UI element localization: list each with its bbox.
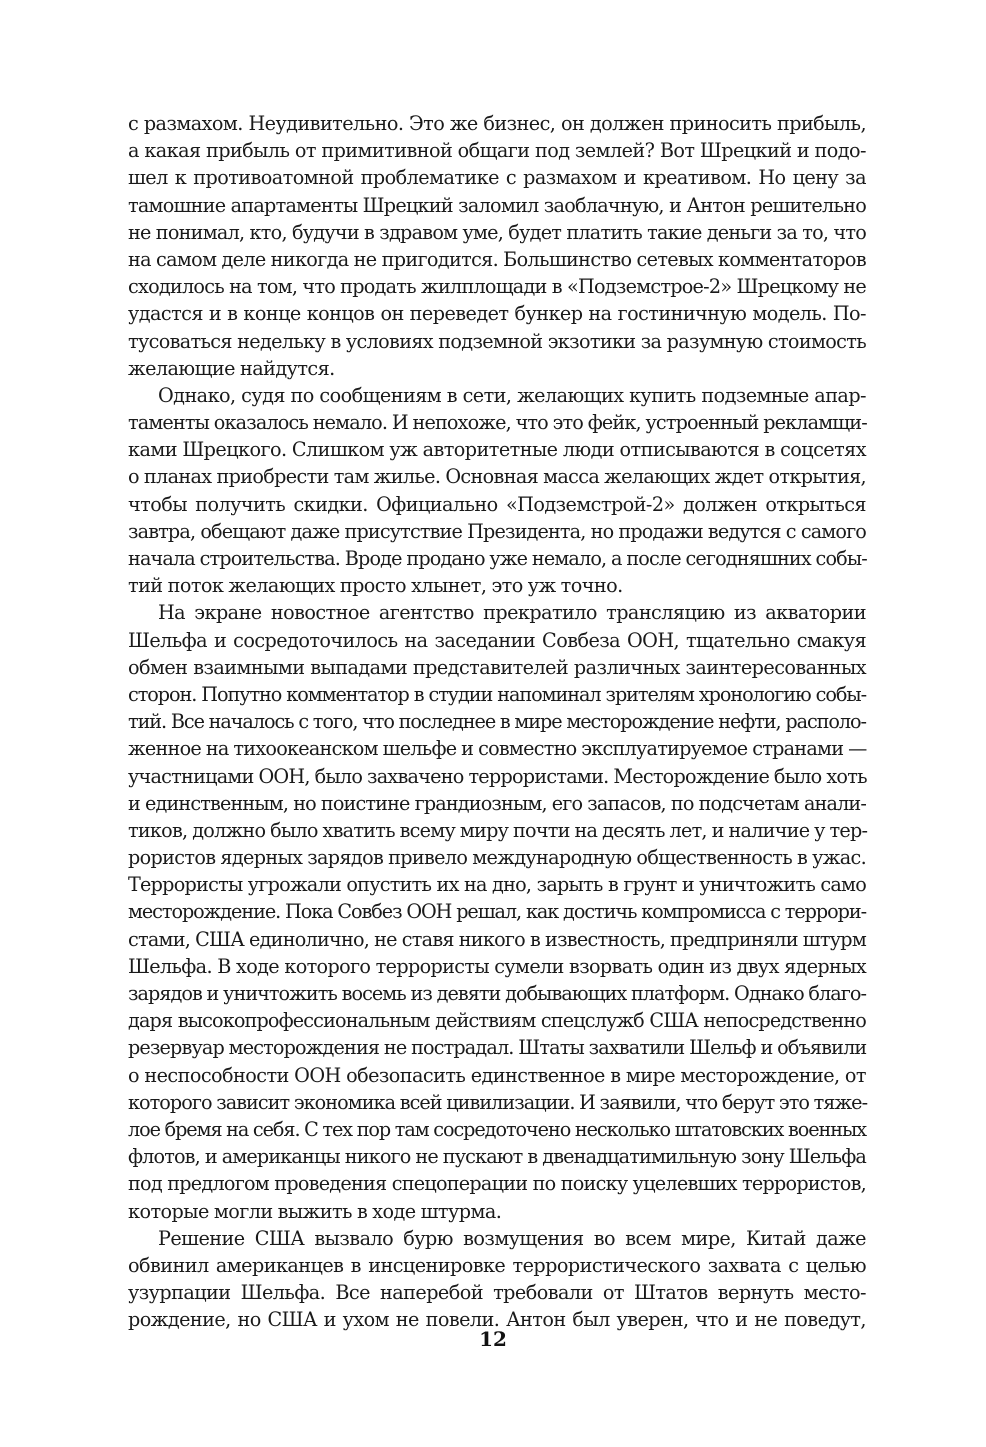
text-line: тий. Все началось с того, что последнее в мире месторождение нефти, располо-: [128, 710, 866, 734]
book-page-body: [128, 110, 866, 1333]
text-line: тусоваться недельку в условиях подземной экзотики за разумную стоимость: [128, 329, 866, 353]
text-line: и единственным, но поистине грандиозным, его запасов, по подсчетам анали-: [128, 791, 866, 815]
paragraph: [128, 1225, 866, 1334]
text-line: которого зависит экономика всей цивилизации. И заявили, что берут это тяже-: [128, 1090, 868, 1114]
text-line: месторождение. Пока Совбез ООН решал, как достичь компромисса с террори-: [128, 900, 866, 924]
text-line: о неспособности ООН обезопасить единственное в мире месторождение, от: [128, 1063, 866, 1087]
text-line: обмен взаимными выпадами представителей различных заинтересованных: [128, 655, 866, 679]
text-line: таменты оказалось немало. И непохоже, что это фейк, устроенный рекламщи-: [128, 411, 867, 435]
text-line: Шельфа. В ходе которого террористы сумели взорвать один из двух ядерных: [128, 954, 866, 978]
text-line: лое бремя на себя. С тех пор там сосредоточено несколько штатовских военных: [128, 1117, 866, 1141]
paragraph: [128, 599, 866, 1224]
text-line: резервуар месторождения не пострадал. Штаты захватили Шельф и объявили: [128, 1036, 867, 1060]
text-line: На экране новостное агентство прекратило трансляцию из акватории: [158, 601, 866, 625]
text-line: с размахом. Неудивительно. Это же бизнес, он должен приносить прибыль,: [128, 112, 866, 135]
text-line: рористов ядерных зарядов привело международную общественность в ужас.: [128, 846, 867, 870]
text-line: которые могли выжить в ходе штурма.: [128, 1199, 502, 1223]
paragraph: [128, 110, 866, 382]
text-line: тиков, должно было хватить всему миру почти на десять лет, и наличие у тер-: [128, 818, 868, 842]
text-line: на самом деле никогда не пригодится. Большинство сетевых комментаторов: [128, 247, 866, 271]
text-line: под предлогом проведения спецоперации по поиску уцелевших террористов,: [128, 1172, 866, 1196]
text-line: удастся и в конце концов он переведет бункер на гостиничную модель. По-: [128, 302, 866, 326]
text-line: тий поток желающих просто хлынет, это уж точно.: [128, 574, 623, 598]
text-line: участницами ООН, было захвачено террористами. Месторождение было хоть: [128, 764, 867, 788]
text-line: а какая прибыль от примитивной общаги под землей? Вот Шрецкий и подо-: [128, 139, 866, 163]
text-line: Шельфа и сосредоточилось на заседании Совбеза ООН, тщательно смакуя: [128, 628, 866, 652]
text-line: о планах приобрести там жилье. Основная масса желающих ждет открытия,: [128, 465, 866, 489]
text-line: даря высокопрофессиональным действиям спецслужб США непосредственно: [128, 1009, 866, 1033]
text-line: шел к противоатомной проблематике с размахом и креативом. Но цену за: [128, 166, 866, 190]
paragraph: [128, 382, 866, 600]
text-line: ками Шрецкого. Слишком уж авторитетные люди отписываются в соцсетях: [128, 438, 866, 462]
page-number: 12: [479, 1327, 507, 1351]
text-line: Террористы угрожали опустить их на дно, зарыть в грунт и уничтожить само: [128, 873, 866, 897]
text-line: стами, США единолично, не ставя никого в известность, предприняли штурм: [128, 927, 866, 951]
text-line: начала строительства. Вроде продано уже немало, а после сегодняшних собы-: [128, 547, 867, 570]
text-line: флотов, и американцы никого не пускают в двенадцатимильную зону Шельфа: [128, 1145, 866, 1169]
text-line: тамошние апартаменты Шрецкий заломил заоблачную, и Антон решительно: [128, 193, 866, 217]
text-line: зарядов и уничтожить восемь из девяти добывающих платформ. Однако благо-: [128, 982, 866, 1005]
text-line: узурпации Шельфа. Все наперебой требовали от Штатов вернуть место-: [128, 1281, 866, 1305]
text-line: завтра, обещают даже присутствие Президента, но продажи ведутся с самого: [128, 519, 866, 543]
text-line: не понимал, кто, будучи в здравом уме, будет платить такие деньги за то, что: [128, 220, 866, 244]
text-line: желающие найдутся.: [128, 356, 335, 380]
text-line: чтобы получить скидки. Официально «Подземстрой-2» должен открыться: [128, 492, 866, 516]
text-line: Однако, судя по сообщениям в сети, желающих купить подземные апар-: [158, 383, 866, 407]
text-line: рождение, но США и ухом не повели. Антон был уверен, что и не поведут,: [128, 1308, 866, 1332]
text-line: Решение США вызвало бурю возмущения во всем мире, Китай даже: [158, 1226, 866, 1250]
text-line: обвинил американцев в инсценировке террористического захвата с целью: [128, 1253, 866, 1277]
text-line: женное на тихоокеанском шельфе и совместно эксплуатируемое странами —: [128, 737, 867, 761]
text-line: сходилось на том, что продать жилплощади в «Подземстрое-2» Шрецкому не: [128, 275, 866, 299]
text-line: сторон. Попутно комментатор в студии напоминал зрителям хронологию собы-: [128, 682, 866, 706]
